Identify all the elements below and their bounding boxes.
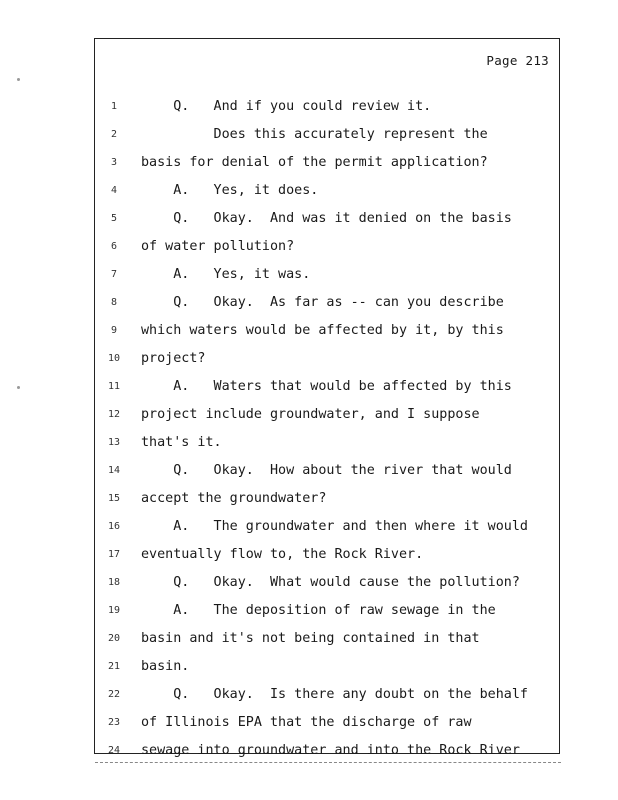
transcript-line — [95, 93, 559, 121]
transcript-line — [95, 709, 559, 737]
line-number: 18 — [107, 577, 121, 588]
line-number: 4 — [110, 185, 118, 196]
line-text: Q. Okay. As far as -- can you describe — [141, 295, 504, 310]
line-number: 17 — [107, 549, 121, 560]
line-text: Does this accurately represent the — [141, 127, 488, 142]
transcript-line — [95, 569, 559, 597]
line-text: basis for denial of the permit application? — [141, 155, 488, 170]
line-text: Q. Okay. Is there any doubt on the behalf — [141, 687, 528, 702]
line-number: 22 — [107, 689, 121, 700]
line-number: 21 — [107, 661, 121, 672]
transcript-line — [95, 121, 559, 149]
line-text: that's it. — [141, 435, 222, 450]
line-text: A. Yes, it was. — [141, 267, 311, 282]
line-text: of Illinois EPA that the discharge of raw — [141, 715, 472, 730]
transcript-lines — [95, 39, 559, 758]
line-number: 9 — [110, 325, 118, 336]
transcript-page — [94, 38, 560, 758]
line-text: A. Yes, it does. — [141, 183, 319, 198]
transcript-line — [95, 485, 559, 513]
transcript-line — [95, 653, 559, 681]
line-number: 8 — [110, 297, 118, 308]
transcript-line — [95, 345, 559, 373]
line-number: 16 — [107, 521, 121, 532]
transcript-line — [95, 177, 559, 205]
line-text: A. Waters that would be affected by this — [141, 379, 512, 394]
transcript-line — [95, 289, 559, 317]
line-text: project include groundwater, and I suppose — [141, 407, 480, 422]
transcript-line — [95, 681, 559, 709]
line-number: 2 — [110, 129, 118, 140]
line-text: accept the groundwater? — [141, 491, 327, 506]
transcript-line — [95, 625, 559, 653]
transcript-line — [95, 149, 559, 177]
page-number: Page 213 — [486, 53, 549, 68]
transcript-line — [95, 513, 559, 541]
line-text: project? — [141, 351, 206, 366]
transcript-line — [95, 205, 559, 233]
line-number: 12 — [107, 409, 121, 420]
line-number: 20 — [107, 633, 121, 644]
line-number: 7 — [110, 269, 118, 280]
line-text: basin. — [141, 659, 190, 674]
line-number: 10 — [107, 353, 121, 364]
line-number: 11 — [107, 381, 121, 392]
line-number: 3 — [110, 157, 118, 168]
line-number: 23 — [107, 717, 121, 728]
line-number: 24 — [107, 745, 121, 756]
line-text: eventually flow to, the Rock River. — [141, 547, 424, 562]
transcript-line — [95, 457, 559, 485]
transcript-line — [95, 373, 559, 401]
line-number: 13 — [107, 437, 121, 448]
line-number: 5 — [110, 213, 118, 224]
transcript-line — [95, 261, 559, 289]
line-number: 1 — [110, 101, 118, 112]
line-text: Q. Okay. And was it denied on the basis — [141, 211, 512, 226]
line-text: sewage into groundwater and into the Rock River — [141, 743, 520, 758]
bottom-rule — [95, 762, 561, 763]
line-number: 6 — [110, 241, 118, 252]
line-text: A. The deposition of raw sewage in the — [141, 603, 496, 618]
margin-mark — [17, 78, 20, 81]
transcript-line — [95, 401, 559, 429]
line-number: 19 — [107, 605, 121, 616]
margin-mark — [17, 386, 20, 389]
line-text: Q. Okay. What would cause the pollution? — [141, 575, 520, 590]
transcript-line — [95, 429, 559, 457]
transcript-line — [95, 541, 559, 569]
line-text: Q. Okay. How about the river that would — [141, 463, 512, 478]
line-text: of water pollution? — [141, 239, 295, 254]
line-number: 15 — [107, 493, 121, 504]
transcript-line — [95, 597, 559, 625]
line-text: which waters would be affected by it, by this — [141, 323, 504, 338]
line-text: A. The groundwater and then where it would — [141, 519, 528, 534]
transcript-line — [95, 233, 559, 261]
line-text: Q. And if you could review it. — [141, 99, 432, 114]
transcript-line — [95, 317, 559, 345]
line-number: 14 — [107, 465, 121, 476]
line-text: basin and it's not being contained in that — [141, 631, 480, 646]
transcript-line — [95, 737, 559, 765]
